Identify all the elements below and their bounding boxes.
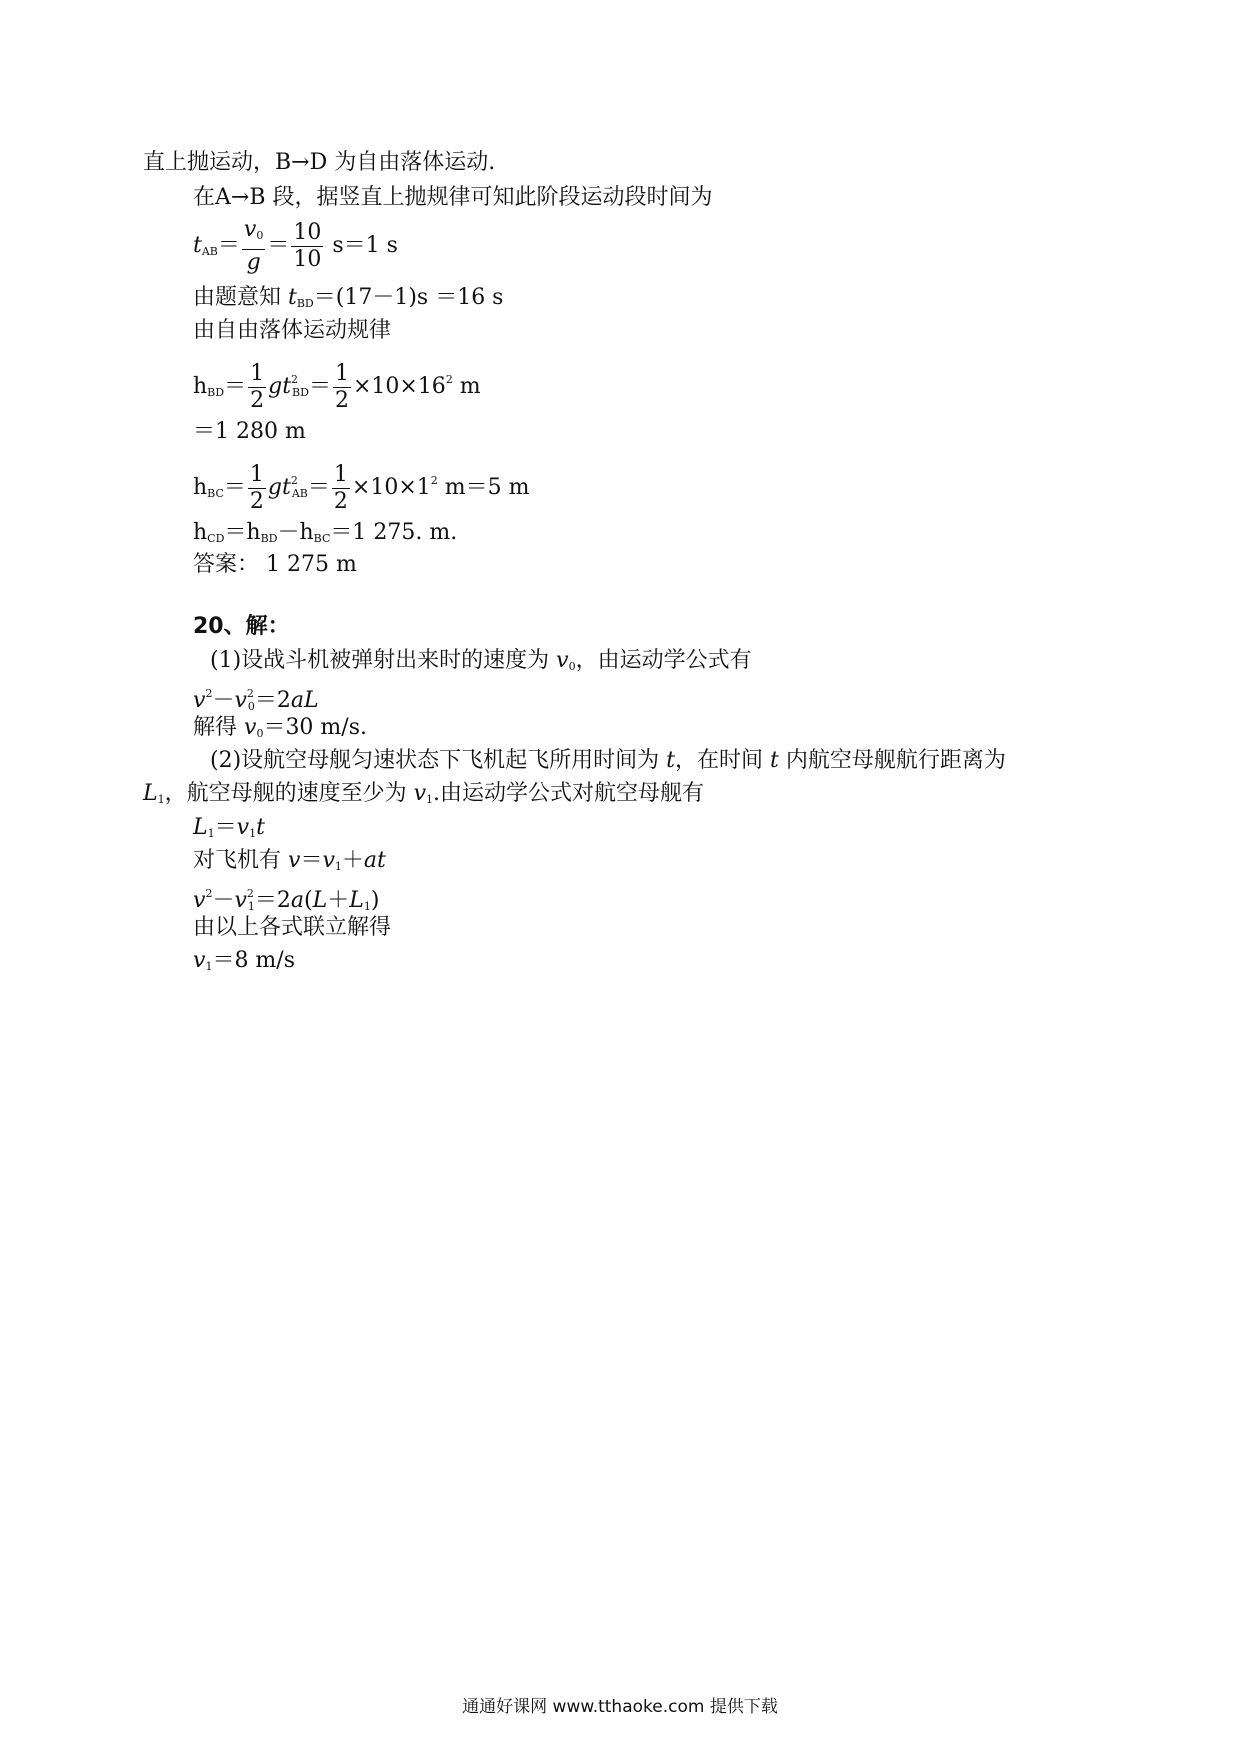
sub-bc: BC xyxy=(313,532,331,545)
answer-line: 答案： 1 275 m xyxy=(193,552,357,577)
var-v: v xyxy=(193,888,206,913)
var-v: v xyxy=(244,715,257,740)
minus-sign: － xyxy=(212,688,235,713)
equals-sign: ＝ xyxy=(308,374,331,399)
equals-sign: ＝ xyxy=(267,233,290,258)
sub-ab: AB xyxy=(291,487,308,500)
var-v: v xyxy=(243,216,257,242)
var-at: at xyxy=(363,848,386,873)
numerator: 1 xyxy=(333,461,348,487)
equals-sign: ＝ xyxy=(223,475,246,500)
minus-sign: － xyxy=(212,888,235,913)
paren-close: ) xyxy=(370,888,380,913)
denominator: 10 xyxy=(293,246,322,272)
denominator: 2 xyxy=(334,387,349,413)
sup-2: 2 xyxy=(205,887,213,900)
sub-1: 1 xyxy=(249,827,257,840)
sub-ab: AB xyxy=(201,245,218,258)
page-footer: 通通好课网 www.tthaoke.com 提供下载 xyxy=(462,1697,778,1717)
var-v: v xyxy=(556,648,569,673)
numerator: 1 xyxy=(249,461,264,487)
fraction-half xyxy=(248,462,266,515)
text: 内航空母舰航行距离为 xyxy=(778,748,1006,773)
q20-result xyxy=(193,946,295,982)
text: ＝(17－1)s ＝16 s xyxy=(313,285,504,310)
sup-2: 2 xyxy=(291,373,299,386)
var-a: a xyxy=(290,888,305,913)
sub-0: 0 xyxy=(568,660,576,673)
sub-0: 0 xyxy=(247,700,255,713)
var-t: t xyxy=(282,374,292,399)
numerator: 10 xyxy=(293,219,322,245)
sup-2: 2 xyxy=(430,474,438,487)
equals-sign: ＝ xyxy=(214,815,237,840)
var-v: v xyxy=(193,948,206,973)
sup-2: 2 xyxy=(290,474,298,487)
q20-part2-cont xyxy=(143,779,704,815)
numerator: 1 xyxy=(334,360,349,386)
q20-part1 xyxy=(210,646,752,682)
var-v: v xyxy=(413,781,427,806)
sub-1: 1 xyxy=(334,860,342,873)
sub-1: 1 xyxy=(363,900,371,913)
sub-cd: CD xyxy=(207,532,225,545)
sub-bc: BC xyxy=(207,487,224,500)
var-t: t xyxy=(666,748,676,773)
text: 由题意知 xyxy=(193,285,288,310)
paren-open: ( xyxy=(304,888,313,913)
product: ×10×1 xyxy=(351,475,431,500)
sup-2: 2 xyxy=(246,687,254,700)
solution-line-5: 由自由落体运动规律 xyxy=(193,318,392,343)
denominator: 2 xyxy=(249,488,264,514)
solution-line-4 xyxy=(193,283,503,319)
sup-2: 2 xyxy=(445,373,453,386)
denominator: 2 xyxy=(250,387,265,413)
var-l: L xyxy=(349,888,364,913)
text: ，航空母舰的速度至少为 xyxy=(164,781,414,806)
q20-eq3 xyxy=(193,846,386,882)
var-g: g xyxy=(268,374,283,399)
var-h: h xyxy=(193,475,208,500)
sub-bd: BD xyxy=(260,532,278,545)
result-value: ＝8 m/s xyxy=(212,948,295,973)
var-v: v xyxy=(234,888,247,913)
equation-tail: ＝1 275. m. xyxy=(330,520,458,545)
fraction-half xyxy=(332,462,350,515)
var-v: v xyxy=(193,688,206,713)
product: ×10×16 xyxy=(352,374,446,399)
var-h: h xyxy=(193,374,208,399)
text: (2)设航空母舰匀速状态下飞机起飞所用时间为 xyxy=(210,748,667,773)
var-t: t xyxy=(193,233,202,258)
equation-tail: s＝1 s xyxy=(325,233,398,258)
q20-solve1 xyxy=(193,713,367,749)
equals-sign: ＝ xyxy=(224,374,247,399)
fraction-10-over-10 xyxy=(291,220,323,273)
equals-sign: ＝ xyxy=(217,233,240,258)
var-l: L xyxy=(143,781,158,806)
sub-1: 1 xyxy=(157,793,165,806)
solution-line-1: 直上抛运动，B→D 为自由落体运动. xyxy=(143,150,496,175)
sub-bd: BD xyxy=(292,386,309,399)
var-v: v xyxy=(234,688,247,713)
var-t: t xyxy=(288,285,297,310)
q20-eq2 xyxy=(193,813,265,849)
sub-bd: BD xyxy=(296,297,314,310)
solution-line-7: ＝1 280 m xyxy=(193,419,306,444)
var-v: v xyxy=(322,848,335,873)
var-t: t xyxy=(282,475,291,500)
unit: m xyxy=(452,374,481,399)
sup-2: 2 xyxy=(246,887,254,900)
var-l: L xyxy=(312,888,328,913)
text: .由运动学公式对航空母舰有 xyxy=(433,781,705,806)
var-l: L xyxy=(193,815,208,840)
solution-line-2: 在A→B 段，据竖直上抛规律可知此阶段运动段时间为 xyxy=(193,185,713,210)
sub-1: 1 xyxy=(247,900,255,913)
sub-1: 1 xyxy=(207,827,215,840)
sup-2: 2 xyxy=(205,687,213,700)
equals-2: ＝2 xyxy=(254,688,291,713)
numerator: 1 xyxy=(250,360,265,386)
sub-0: 0 xyxy=(256,727,264,740)
sub-0: 0 xyxy=(256,228,264,242)
text: ，由运动学公式有 xyxy=(575,648,752,673)
var-v: v xyxy=(288,848,301,873)
equals-h: ＝h xyxy=(224,520,261,545)
equation-h-bc xyxy=(193,451,530,514)
fraction-half xyxy=(333,361,351,414)
sub-bd: BD xyxy=(207,386,225,399)
unit: m＝5 m xyxy=(437,475,530,500)
var-g: g xyxy=(267,475,282,500)
var-al: aL xyxy=(290,688,319,713)
plus-sign: ＋ xyxy=(327,888,350,913)
q20-part2 xyxy=(210,746,1006,776)
equation-t-ab xyxy=(193,216,398,276)
plus-sign: ＋ xyxy=(341,848,364,873)
equals-sign: ＝ xyxy=(307,475,330,500)
minus-h: －h xyxy=(277,520,314,545)
var-t: t xyxy=(256,815,265,840)
sub-1: 1 xyxy=(426,793,434,806)
equation-h-bd xyxy=(193,350,481,413)
var-t: t xyxy=(770,748,779,773)
denominator: 2 xyxy=(333,488,348,514)
var-h: h xyxy=(193,520,208,545)
sub-1: 1 xyxy=(205,960,213,973)
equation-h-cd xyxy=(193,518,457,554)
equals-2: ＝2 xyxy=(254,888,291,913)
text: ，在时间 xyxy=(675,748,771,773)
text: ＝30 m/s. xyxy=(263,715,367,740)
text: 解得 xyxy=(193,715,244,740)
fraction-v0-over-g xyxy=(242,217,265,276)
var-g: g xyxy=(246,249,261,275)
text: (1)设战斗机被弹射出来时的速度为 xyxy=(210,648,557,673)
text: 对飞机有 xyxy=(193,848,288,873)
q20-eq5: 由以上各式联立解得 xyxy=(193,915,392,940)
equals-sign: ＝ xyxy=(300,848,323,873)
question-20-title: 20、解： xyxy=(193,614,290,639)
fraction-half xyxy=(248,361,266,414)
var-v: v xyxy=(236,815,250,840)
